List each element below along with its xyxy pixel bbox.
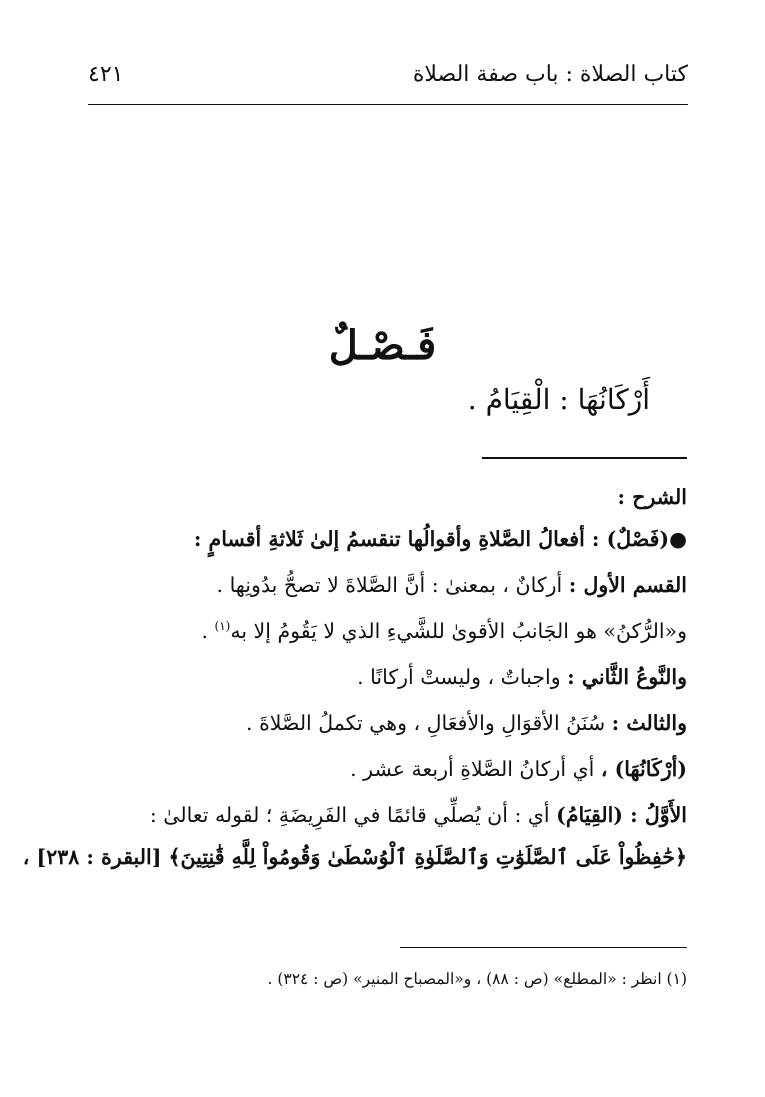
line-bold: والثالث :: [611, 711, 687, 735]
running-title: كتاب الصلاة : باب صفة الصلاة: [412, 62, 688, 87]
text-line: [77, 516, 687, 562]
matn-rule: [482, 457, 687, 459]
quran-verse-line: [22, 838, 687, 876]
text-line: [77, 792, 687, 838]
footnote: (١) انظر : «المطلع» (ص : ٨٨) ، و«المصباح المنير» (ص : ٣٢٤) .: [267, 970, 687, 988]
matn-text: أَرْكَانُهَا : الْقِيَامُ .: [467, 383, 650, 416]
header-rule: [88, 104, 688, 105]
section-title: فَـصْـلٌ: [328, 322, 437, 369]
page-header: [88, 62, 688, 87]
text-line: [77, 700, 687, 746]
line-text: سُنَنُ الأقوَالِ والأفعَالِ ، وهي تكملُ الصَّلاةَ .: [246, 711, 612, 735]
sharh-body: [22, 478, 687, 876]
line-bold: القسم الأول :: [568, 573, 687, 597]
text-line: [77, 654, 687, 700]
footnote-rule: [400, 947, 687, 948]
footnote-reference[interactable]: (١): [214, 619, 231, 634]
text-line: [77, 608, 687, 654]
text-line: [77, 746, 687, 792]
line-text: أركانٌ ، بمعنىٰ : أنَّ الصَّلاةَ لا تصحُّ بدُونِها .: [216, 573, 569, 597]
line-bold: الأَوَّلُ : (القِيَامُ): [556, 803, 687, 827]
line-text: واجباتٌ ، وليستْ أركانًا .: [357, 665, 568, 689]
page-number: ٤٢١: [88, 62, 124, 87]
sharh-label: الشرح :: [617, 485, 687, 509]
line-text: أي أركانُ الصَّلاةِ أربعة عشر .: [350, 757, 601, 781]
line-bold: (أرْكَانُهَا) ،: [600, 757, 687, 781]
line-bold: ﴿حَٰفِظُواْ عَلَى ٱلصَّلَوَٰتِ وَٱلصَّلَوٰةِ ٱلْوُسْطَىٰ وَقُومُواْ لِلَّهِ قَٰنِتِينَ﴾ [البقرة : ٢٣٨] ،: [22, 845, 687, 869]
line-text: أي : أن يُصلِّي قائمًا في الفَرِيضَةِ ؛ لقوله تعالىٰ :: [149, 803, 557, 827]
line-text: و«الرُّكنُ» هو الجَانبُ الأقوىٰ للشَّيءِ الذي لا يَقُومُ إلا به: [230, 619, 687, 643]
line-bold: والنَّوعُ الثَّاني :: [567, 665, 687, 689]
line-bold: ●(فَصْلٌ) : أفعالُ الصَّلاةِ وأقوالُها تنقسمُ إلىٰ ثَلاثةِ أقسامٍ :: [193, 527, 687, 551]
text-line: [77, 562, 687, 608]
line-tail: .: [201, 619, 215, 643]
